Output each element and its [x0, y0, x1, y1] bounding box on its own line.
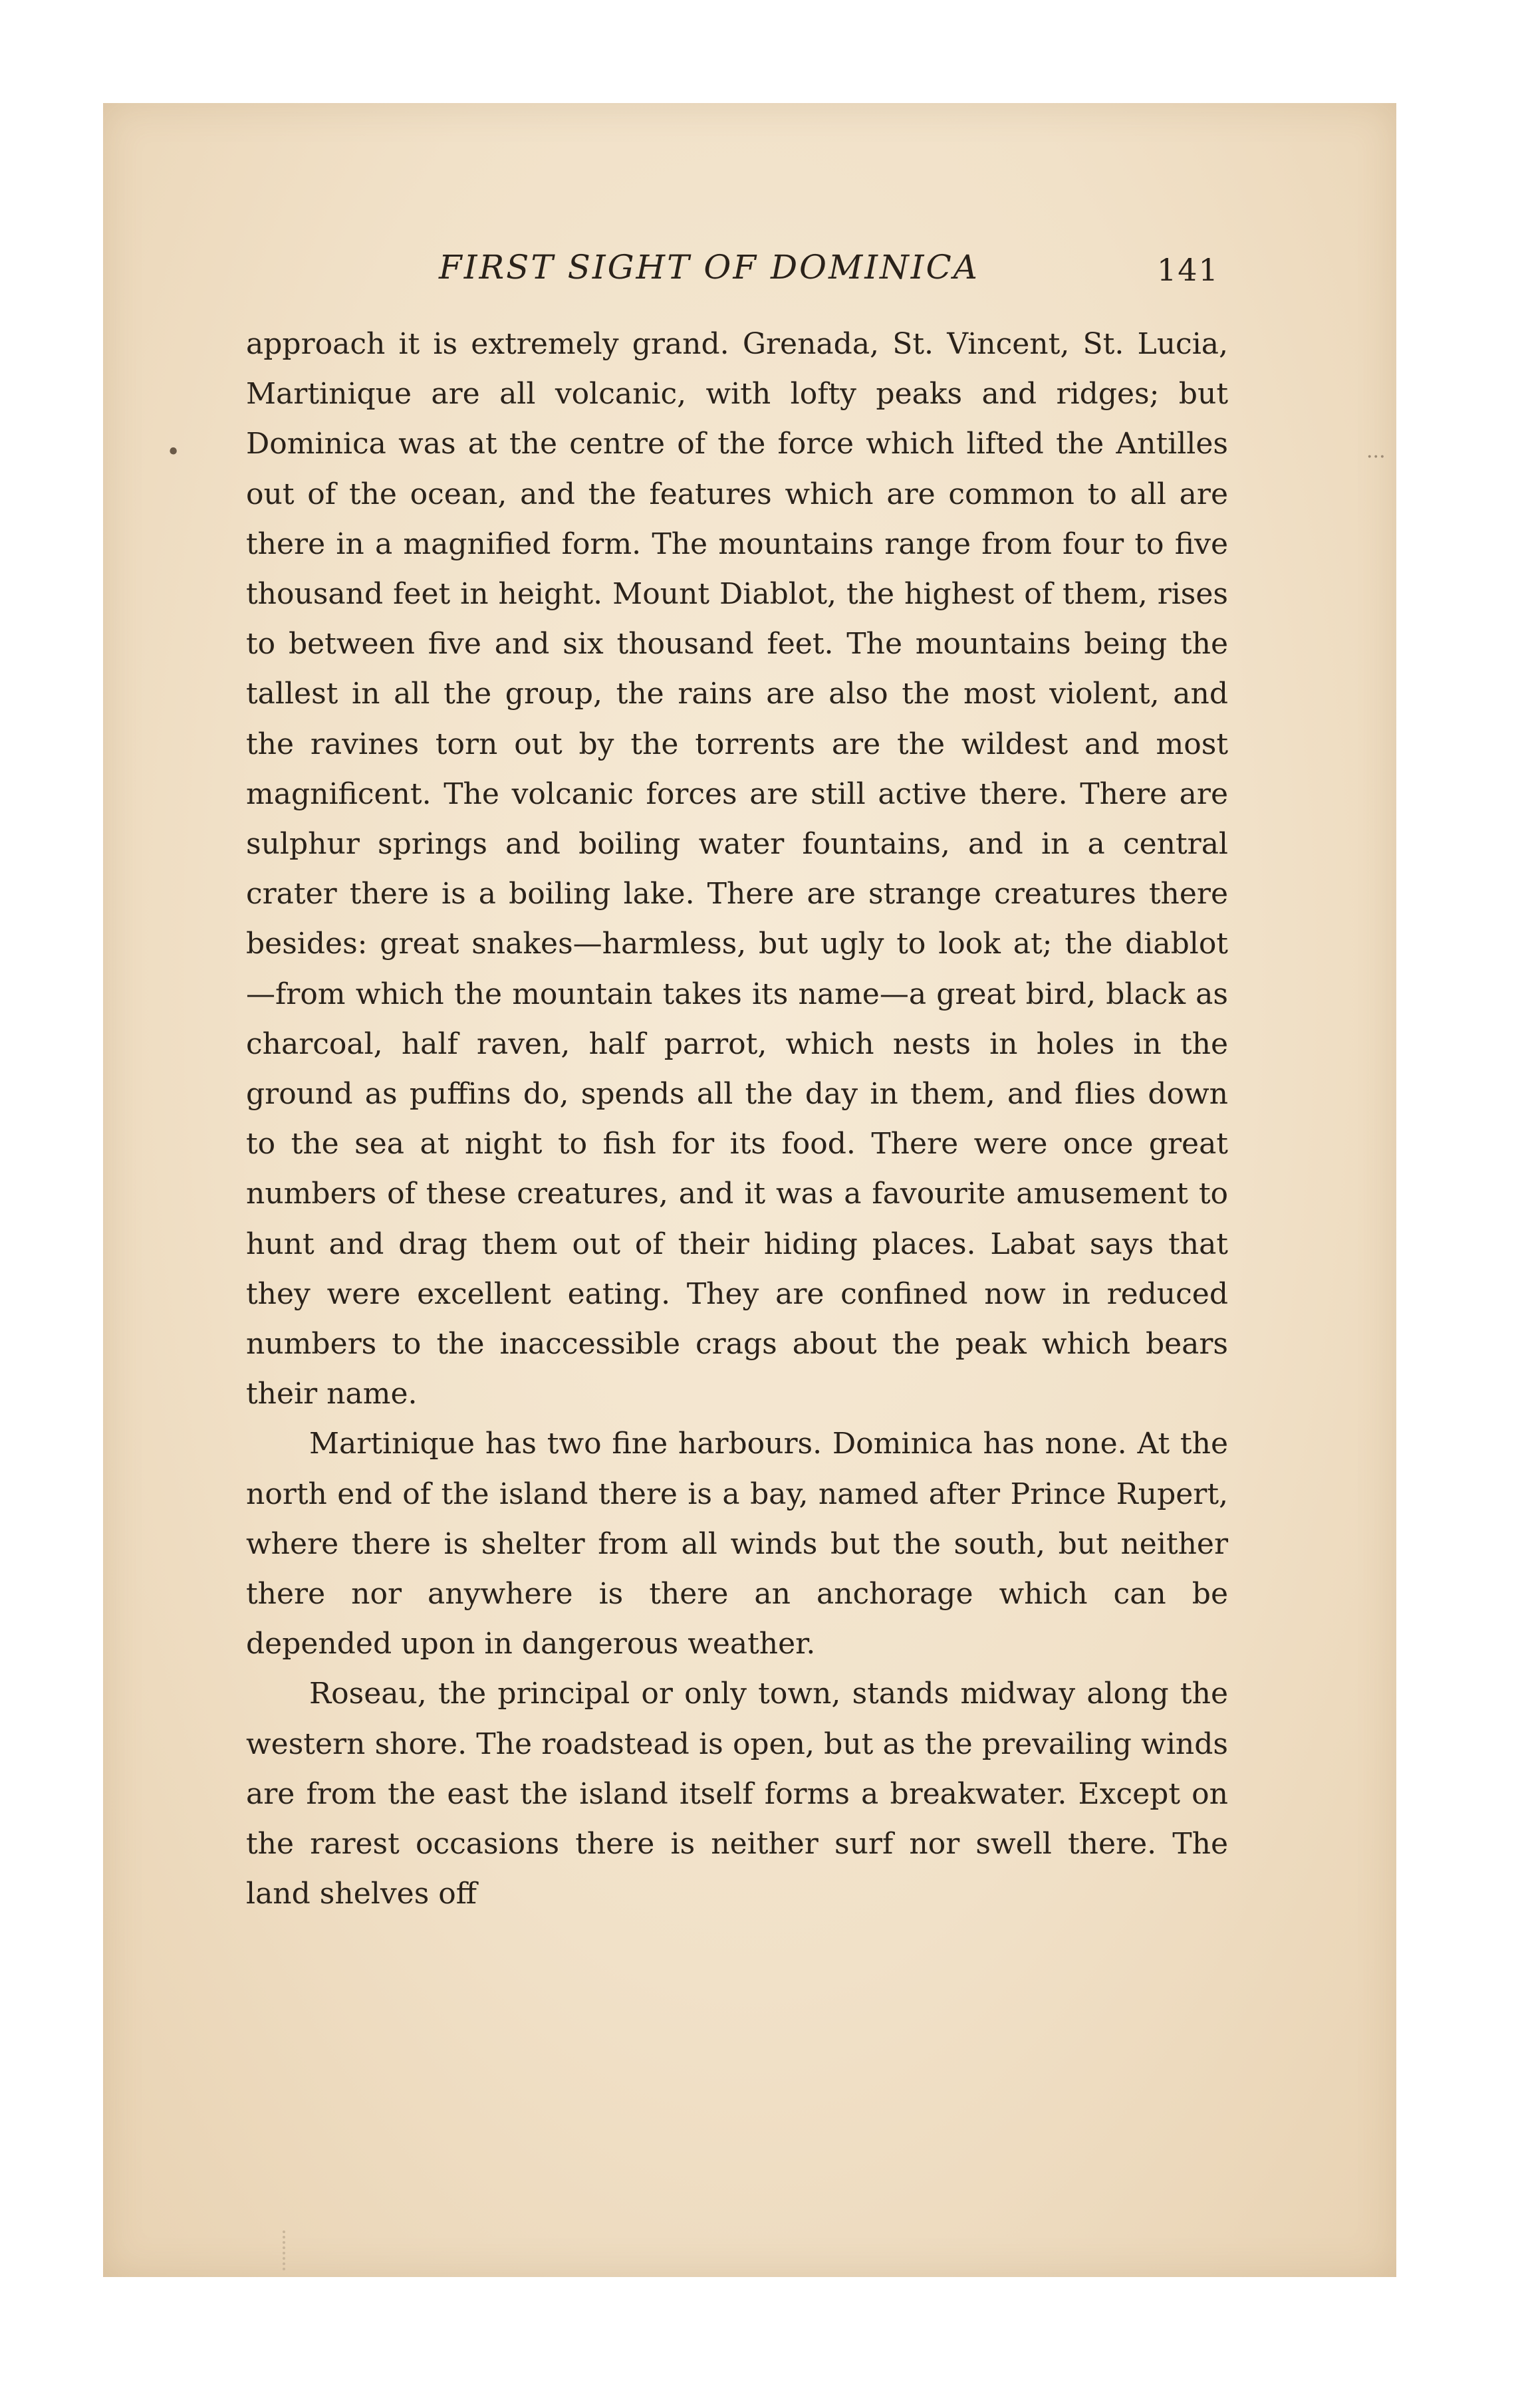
page-number: 141: [1157, 252, 1219, 288]
margin-bullet-mark: •: [166, 439, 181, 466]
book-page: [103, 103, 1396, 2277]
margin-dots-mark: ···: [1366, 445, 1386, 469]
body-text: [246, 319, 1228, 1919]
paragraph-1: approach it is extremely grand. Grenada, St. Vincent, St. Lucia, Martinique are all volcanic, with lofty peaks and ridges; but Dominica was at the centre of the force which lifted the Antilles out of the ocean, and the features which are common to all are there in a magnified form. The mountains range from four to five thousand feet in height. Mount Diablot, the highest of them, rises to between five and six thousand feet. The mountains being the tallest in all the group, the rains are also the most violent, and the ravines torn out by the torrents are the wildest and most magnificent. The volcanic forces are still active there. There are sulphur springs and boiling water fountains, and in a central crater there is a boiling lake. There are strange creatures there besides: great snakes—harmless, but ugly to look at; the diablot—from which the mountain takes its name—a great bird, black as charcoal, half raven, half parrot, which nests in holes in the ground as puffins do, spends all the day in them, and flies down to the sea at night to fish for its food. There were once great numbers of these creatures, and it was a favourite amusement to hunt and drag them out of their hiding places. Labat says that they were excellent eating. They are confined now in reduced numbers to the inaccessible crags about the peak which bears their name.: [246, 327, 1228, 1411]
page-edge-mark: [283, 2230, 288, 2270]
paragraph-3: Roseau, the principal or only town, stands midway along the western shore. The roadstead is open, but as the prevailing winds are from the east the island itself forms a breakwater. Except on the rarest occasions there is neither surf nor swell there. The land shelves off: [246, 1677, 1228, 1911]
page-header: [103, 248, 1396, 295]
paragraph-2: Martinique has two fine harbours. Dominica has none. At the north end of the island there is a bay, named after Prince Rupert, where there is shelter from all winds but the south, but neither there nor anywhere is there an anchorage which can be depended upon in dangerous weather.: [246, 1427, 1228, 1661]
running-head: FIRST SIGHT OF DOMINICA: [439, 248, 979, 287]
